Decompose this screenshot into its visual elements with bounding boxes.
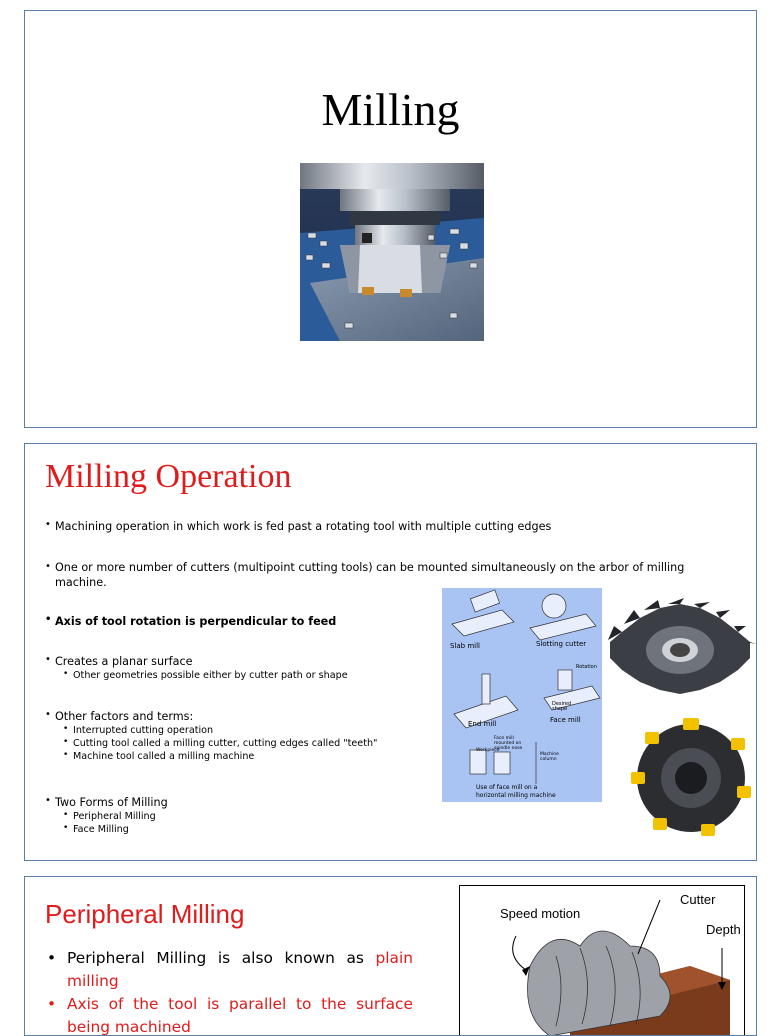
diagram-label: Face mill mounted on spindle nose (494, 736, 523, 751)
slide-title-heading: Milling (321, 84, 460, 135)
diagram-caption: Use of face mill on a (476, 784, 538, 791)
face-mill-photo (625, 706, 757, 850)
sub-bullet-item: • Machine tool called a milling machine (45, 751, 445, 762)
bullet-item: • Other factors and terms: (45, 710, 445, 723)
sub-bullet-item: • Interrupted cutting operation (45, 725, 445, 736)
diagram-label: Machine column (540, 752, 559, 762)
milling-types-diagram (442, 588, 602, 802)
slide-heading: Milling Operation (45, 458, 292, 495)
slide-heading: Peripheral Milling (45, 899, 245, 929)
diagram-label: Workpiece (476, 748, 500, 753)
bullet-item: • One or more number of cutters (multipoint cutting tools) can be mounted simultaneously on the arbor of milling machine. (45, 560, 725, 590)
bullet-item (43, 947, 413, 993)
diagram-label: End mill (468, 720, 497, 728)
diagram-label: Face mill (550, 716, 581, 724)
diagram-label: Desired shape (552, 701, 572, 712)
bullet-item: • Creates a planar surface (45, 655, 445, 668)
figure-label: Depth (706, 922, 741, 937)
bullet-item: • Axis of the tool is parallel to the surface being machined (43, 993, 413, 1036)
bullet-list (45, 520, 725, 533)
diagram-label: Slotting cutter (536, 640, 587, 648)
bullet-highlight: plain milling (67, 949, 413, 990)
bullet-list (43, 947, 413, 1036)
bullet-item: • Two Forms of Milling (45, 796, 445, 809)
sub-bullet-item: • Face Milling (45, 824, 445, 835)
sub-bullet-item: • Cutting tool called a milling cutter, cutting edges called "teeth" (45, 738, 445, 749)
sub-bullet-item: • Other geometries possible either by cutter path or shape (45, 670, 445, 681)
peripheral-milling-figure (459, 885, 745, 1036)
bullet-item: • Machining operation in which work is fed past a rotating tool with multiple cutting edges (45, 520, 725, 533)
slide-peripheral-milling (24, 876, 757, 1036)
bullet-item: • Axis of tool rotation is perpendicular to feed (45, 615, 445, 628)
diagram-caption: horizontal milling machine (476, 792, 556, 799)
bullet-list (45, 655, 445, 681)
sub-bullet-item: • Peripheral Milling (45, 811, 445, 822)
slitting-cutter-photo (603, 592, 757, 708)
bullet-list (45, 710, 445, 762)
bullet-text: Peripheral Milling is also known as (67, 949, 364, 967)
slide-milling-operation (24, 443, 757, 861)
slide-title (24, 10, 757, 428)
milling-machine-photo (300, 163, 484, 341)
diagram-label: Rotation (576, 664, 597, 670)
figure-label: Cutter (680, 892, 716, 907)
bullet-list (45, 796, 445, 835)
bullet-list (45, 560, 725, 590)
bullet-list (45, 615, 445, 628)
diagram-label: Slab mill (450, 642, 480, 650)
figure-label: Speed motion (500, 906, 581, 921)
